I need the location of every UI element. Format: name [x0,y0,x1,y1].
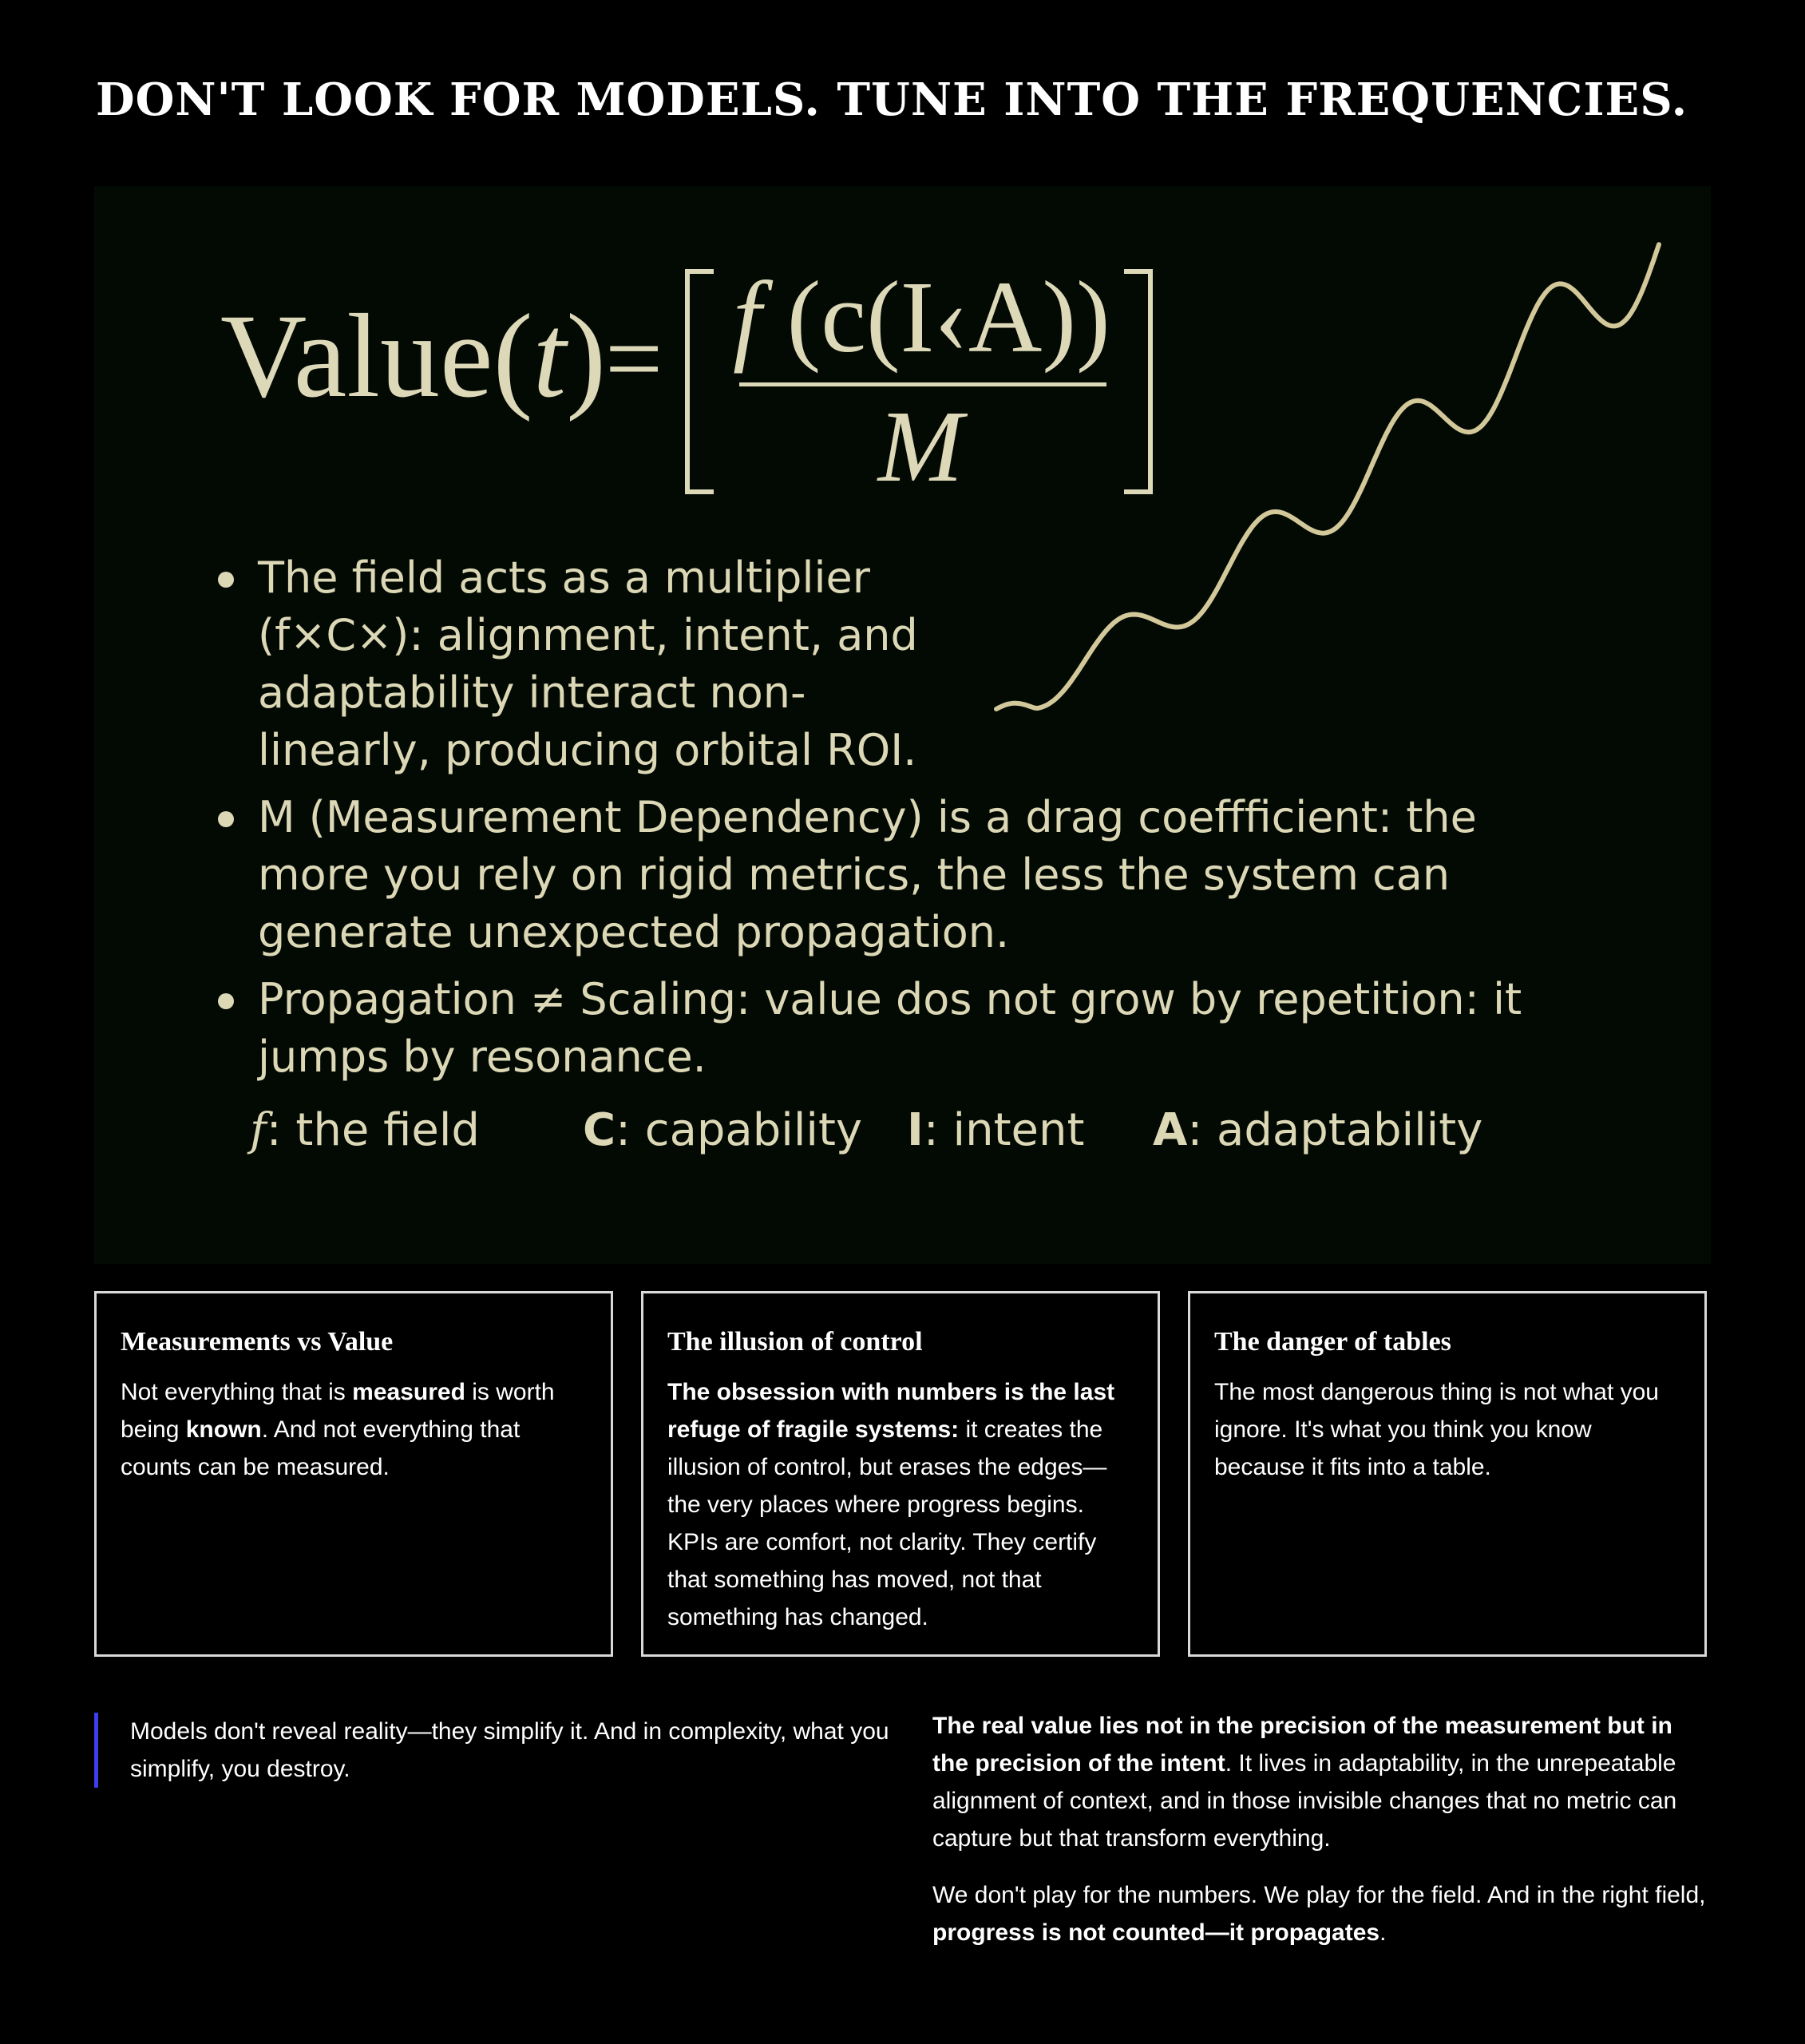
fraction-bar [739,382,1106,386]
formula-denominator: M [877,390,964,503]
bullet-item: Propagation ≠ Scaling: value dos not grow by repetition: it jumps by resonance. [218,971,1527,1086]
formula-equals: = [605,302,663,415]
bullet-list [218,549,1527,1095]
pull-quote: Models don't reveal reality—they simplify it. And in complexity, what you simplify, you destroy. [94,1713,904,1788]
card-body: The obsession with numbers is the last refuge of fragile systems: it creates the illusion of control, but erases the edges—the very places where progress begins. KPIs are comfort, not clarity. They certify that something has moved, not that something has changed. [667,1379,1115,1630]
closing-paragraph: We don't play for the numbers. We play for the field. And in the right field, progress is not counted—it propagates. [932,1882,1706,1946]
legend-item-capability: C: capability [583,1104,863,1156]
bullet-item: M (Measurement Dependency) is a drag coeffficient: the more you rely on rigid metrics, the less the system can generate unexpected propagation. [218,789,1527,961]
bullet-item: The field acts as a multiplier (f×C×): alignment, intent, and adaptability interact non-linearly, producing orbital ROI. [218,549,976,779]
legend-item-intent: I: intent [907,1104,1085,1156]
formula-panel [94,186,1711,1264]
card-body: Not everything that is measured is worth being known. And not everything that counts can be measured. [121,1379,555,1480]
closing-paragraph: The real value lies not in the precision of the measurement but in the precision of the intent. It lives in adaptability, in the unrepeatable alignment of context, and in those invisible changes that no metric can capture but that transform everything. [932,1713,1677,1852]
card-title: The danger of tables [1214,1327,1451,1357]
value-formula [94,186,1711,521]
formula-lhs: Value(t) [220,290,607,422]
page-title: DON'T LOOK FOR MODELS. TUNE INTO THE FREQUENCIES. [96,73,1688,126]
card-body: The most dangerous thing is not what you ignore. It's what you think you know because it fits into a table. [1214,1379,1659,1480]
formula-numerator: f (c(I‹A)) [733,260,1110,374]
left-bracket [685,269,714,494]
legend-item-field: f: the field [250,1104,480,1156]
card-danger-of-tables [1188,1291,1707,1657]
card-measurements-vs-value [94,1291,613,1657]
variable-legend [94,1104,1711,1168]
legend-item-adaptability: A: adaptability [1153,1104,1483,1156]
card-title: The illusion of control [667,1327,923,1357]
card-title: Measurements vs Value [121,1327,394,1357]
right-bracket [1124,269,1153,494]
closing-text [932,1707,1715,1971]
card-illusion-of-control [641,1291,1160,1657]
